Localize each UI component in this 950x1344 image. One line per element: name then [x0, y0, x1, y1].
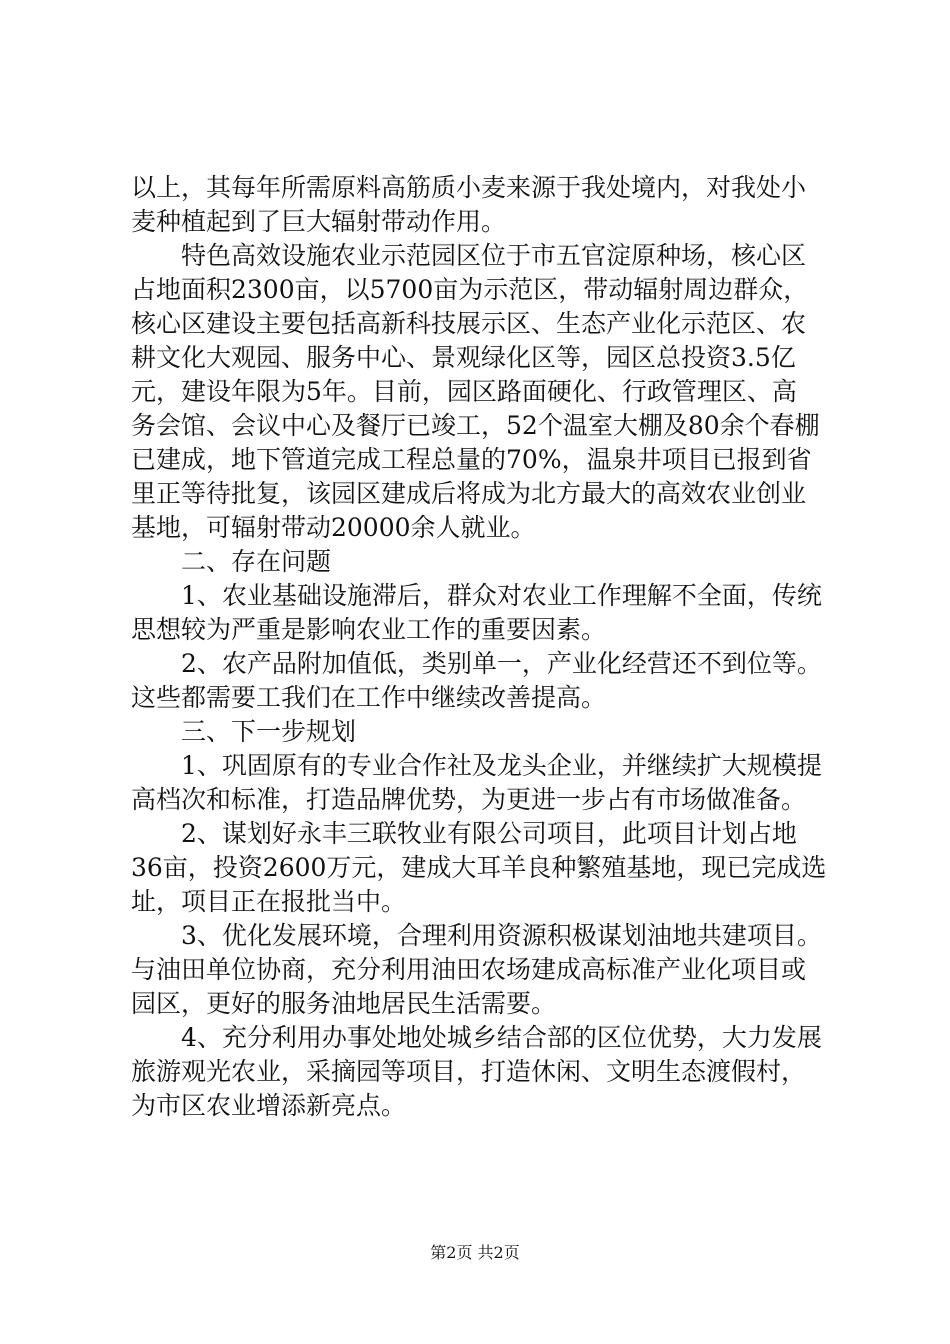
- text-line: 旅游观光农业，采摘园等项目，打造休闲、文明生态渡假村，: [131, 1057, 807, 1086]
- text-line: 与油田单位协商，充分利用油田农场建成高标准产业化项目或: [131, 955, 807, 984]
- text-line: 里正等待批复，该园区建成后将成为北方最大的高效农业创业: [131, 479, 807, 508]
- text-line: 基地，可辐射带动20000余人就业。: [131, 513, 536, 542]
- text-line: 以上，其每年所需原料高筋质小麦来源于我处境内，对我处小: [131, 173, 807, 202]
- text-line: 为市区农业增添新亮点。: [131, 1091, 407, 1120]
- text-line: 2、农产品附加值低，类别单一，产业化经营还不到位等。: [131, 649, 822, 678]
- text-line: 务会馆、会议中心及餐厅已竣工，52个温室大棚及80余个春棚: [131, 411, 820, 440]
- text-line: 占地面积2300亩，以5700亩为示范区，带动辐射周边群众，: [131, 275, 809, 304]
- text-line: 元，建设年限为5年。目前，园区路面硬化、行政管理区、高: [131, 377, 797, 406]
- text-line: 2、谋划好永丰三联牧业有限公司项目，此项目计划占地: [131, 819, 797, 848]
- text-line: 园区，更好的服务油地居民生活需要。: [131, 989, 557, 1018]
- text-line: 1、农业基础设施滞后，群众对农业工作理解不全面，传统: [131, 581, 822, 610]
- text-line: 1、巩固原有的专业合作社及龙头企业，并继续扩大规模提: [131, 751, 822, 780]
- text-line: 特色高效设施农业示范园区位于市五官淀原种场，核心区: [131, 241, 807, 270]
- text-line: 36亩，投资2600万元，建成大耳羊良种繁殖基地，现已完成选: [131, 853, 827, 882]
- text-line: 这些都需要工我们在工作中继续改善提高。: [131, 683, 607, 712]
- section-heading: 二、存在问题: [131, 547, 332, 576]
- text-line: 核心区建设主要包括高新科技展示区、生态产业化示范区、农: [131, 309, 807, 338]
- text-line: 4、充分利用办事处地处城乡结合部的区位优势，大力发展: [131, 1023, 822, 1052]
- text-line: 已建成，地下管道完成工程总量的70%，温泉井项目已报到省: [131, 445, 812, 474]
- section-heading: 三、下一步规划: [131, 717, 357, 746]
- text-line: 高档次和标准，打造品牌优势，为更进一步占有市场做准备。: [131, 785, 807, 814]
- text-line: 3、优化发展环境，合理利用资源积极谋划油地共建项目。: [131, 921, 822, 950]
- text-line: 耕文化大观园、服务中心、景观绿化区等，园区总投资3.5亿: [131, 343, 796, 372]
- text-line: 思想较为严重是影响农业工作的重要因素。: [131, 615, 607, 644]
- page-footer: 第2页 共2页: [430, 1243, 520, 1262]
- text-line: 址，项目正在报批当中。: [131, 887, 407, 916]
- text-line: 麦种植起到了巨大辐射带动作用。: [131, 207, 507, 236]
